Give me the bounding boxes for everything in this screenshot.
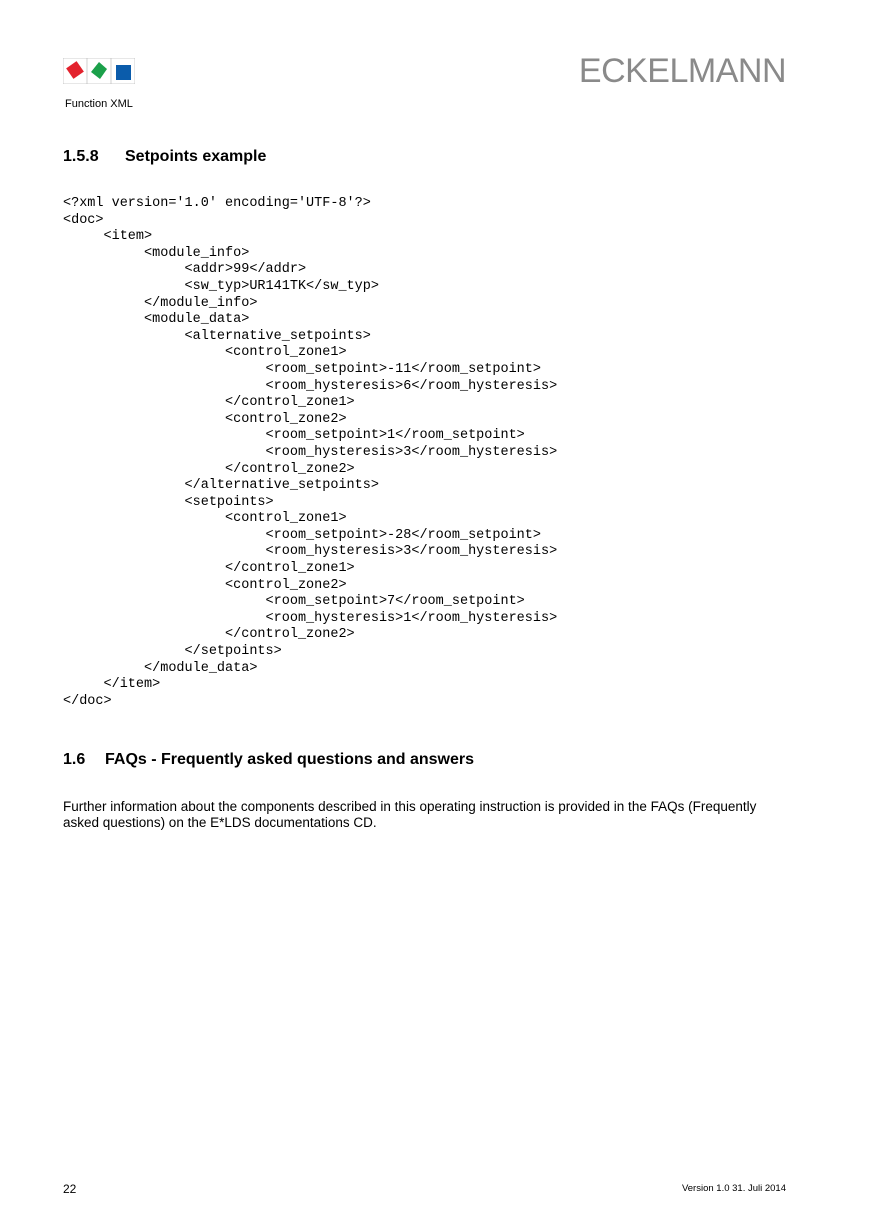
code-line: </control_zone1> — [63, 561, 355, 577]
code-line: </control_zone2> — [63, 461, 355, 477]
code-line: <room_hysteresis>3</room_hysteresis> — [63, 444, 558, 460]
code-line: </control_zone1> — [63, 395, 355, 411]
code-line: <?xml version='1.0' encoding='UTF-8'?> — [63, 196, 371, 211]
blue-square-icon — [116, 65, 131, 80]
code-line: <item> — [63, 229, 153, 245]
code-line: <module_data> — [63, 312, 250, 328]
section-number: 1.6 — [63, 751, 86, 768]
code-line: </item> — [63, 677, 161, 693]
section-heading-faqs — [63, 751, 474, 769]
code-line: <room_setpoint>-11</room_setpoint> — [63, 361, 541, 377]
eckelmann-logo — [63, 58, 135, 84]
header-section-label: Function XML — [65, 98, 133, 110]
code-line: <doc> — [63, 212, 104, 228]
code-line: </alternative_setpoints> — [63, 478, 379, 494]
code-line: </module_data> — [63, 660, 258, 676]
code-line: <control_zone1> — [63, 511, 347, 527]
code-line: <addr>99</addr> — [63, 262, 307, 278]
red-diamond-icon — [65, 60, 86, 81]
code-line: <module_info> — [63, 245, 250, 261]
section-number: 1.5.8 — [63, 148, 99, 165]
code-line: <control_zone2> — [63, 411, 347, 427]
code-line: <room_hysteresis>1</room_hysteresis> — [63, 610, 558, 626]
green-diamond-icon — [91, 62, 107, 79]
section-heading-setpoints — [63, 148, 266, 166]
code-line: <control_zone2> — [63, 577, 347, 593]
page-number: 22 — [63, 1182, 77, 1196]
code-line: <sw_typ>UR141TK</sw_typ> — [63, 278, 379, 294]
code-line: <alternative_setpoints> — [63, 328, 371, 344]
section-title: Setpoints example — [125, 148, 267, 165]
code-line: <room_setpoint>7</room_setpoint> — [63, 594, 525, 610]
code-line: <room_setpoint>1</room_setpoint> — [63, 428, 525, 444]
code-line: </doc> — [63, 693, 112, 709]
code-line: </module_info> — [63, 295, 258, 311]
code-line: <room_setpoint>-28</room_setpoint> — [63, 527, 541, 543]
code-line: <control_zone1> — [63, 345, 347, 361]
faq-paragraph: Further information about the components described in this operating instruction is provided in the FAQs (Frequently asked questions) on the E*LDS documentations CD. — [63, 799, 757, 830]
section-title: FAQs - Frequently asked questions and answers — [105, 751, 474, 768]
code-line: <setpoints> — [63, 494, 274, 510]
brand-wordmark: ECKELMANN — [578, 52, 786, 90]
version-info: Version 1.0 31. Juli 2014 — [681, 1183, 786, 1194]
code-line: <room_hysteresis>6</room_hysteresis> — [63, 378, 558, 394]
code-line: <room_hysteresis>3</room_hysteresis> — [63, 544, 558, 560]
xml-code-block — [63, 196, 557, 710]
code-line: </setpoints> — [63, 644, 282, 660]
code-line: </control_zone2> — [63, 627, 355, 643]
